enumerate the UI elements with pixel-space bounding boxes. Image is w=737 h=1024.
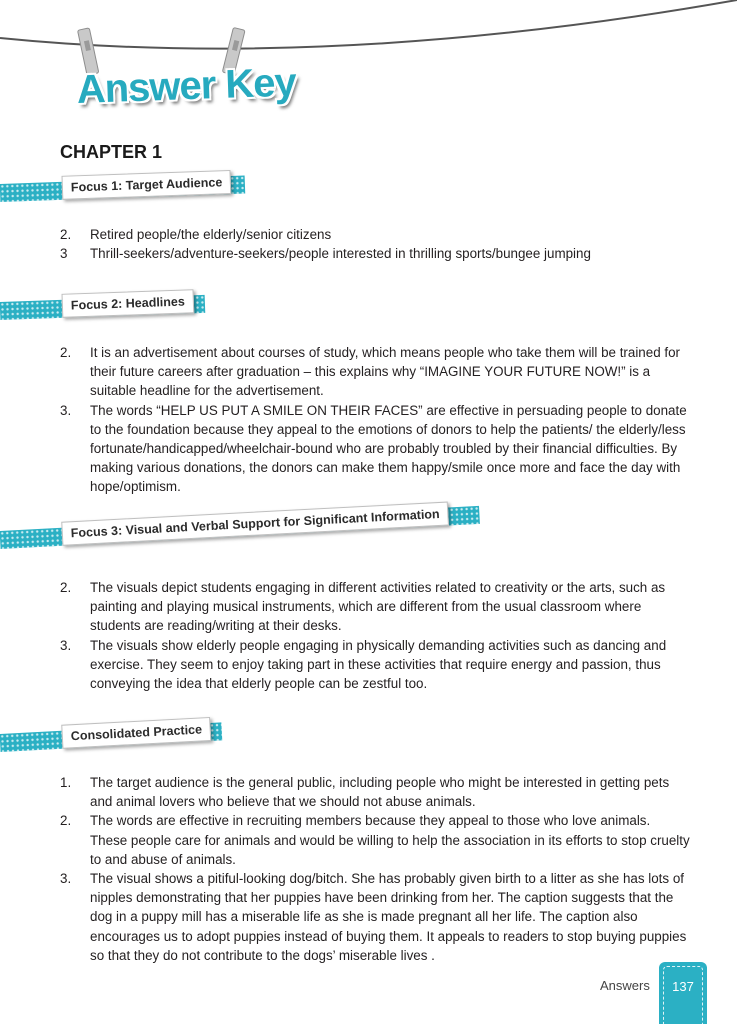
list-item: [60, 343, 690, 401]
item-number: 3.: [60, 402, 72, 418]
item-text: The visuals show elderly people engaging in physically demanding activities such as dancing and exercise. They seem to enjoy taking part in these activities that require energy and passion, thus conveying the idea that elderly people can be zestful too.: [90, 637, 667, 692]
clothesline-string: [0, 0, 737, 49]
section-heading: Consolidated Practice: [61, 717, 211, 749]
list-item: [60, 225, 690, 244]
section-banner-focus-3: [0, 500, 480, 551]
item-number: 1.: [60, 775, 72, 790]
item-text: The visuals depict students engaging in different activities related to creativity or the arts, such as painting and playing musical instruments, which are different from the usual classroom where students are reading/writing at their desks.: [90, 580, 666, 634]
item-number: 3: [60, 246, 68, 262]
list-item: [60, 869, 690, 965]
section-banner-focus-1: [0, 169, 245, 204]
list-item: [60, 811, 690, 869]
list-item: [60, 401, 690, 497]
section-banner-consolidated-practice: [0, 716, 222, 754]
list-item: [60, 578, 690, 636]
list-item: [60, 636, 690, 694]
item-number: 2.: [60, 345, 72, 360]
answer-list-focus-1: [60, 225, 690, 263]
item-text: The words are effective in recruiting members because they appeal to those who love animals. These people care for animals and would be willing to help the association in its efforts to stop cruelty to and abuse of animals.: [90, 813, 690, 867]
item-number: 3.: [60, 871, 72, 887]
list-item: [60, 244, 690, 263]
section-banner-focus-2: [0, 289, 205, 322]
item-text: The target audience is the general public, including people who might be interested in getting pets and animal lovers who believe that we should not abuse animals.: [90, 775, 670, 810]
page-title: Answer Key: [76, 60, 297, 112]
item-text: The visual shows a pitiful-looking dog/bitch. She has probably given birth to a litter as she has lots of nipples demonstrating that her puppies have been drinking from her. The caption suggests that the dog in a puppy mill has a miserable life as she is made pregnant all her life. The caption also encourages us to adopt puppies instead of buying them. It appeals to readers to stop buying puppies so that they do not contribute to the dogs’ miserable lives .: [90, 871, 687, 963]
item-text: It is an advertisement about courses of study, which means people who take them will be trained for their future careers after graduation – this explains why “IMAGINE YOUR FUTURE NOW!” is a suitable headline for the advertisement.: [90, 345, 680, 399]
answer-list-focus-2: [60, 343, 690, 497]
item-text: Retired people/the elderly/senior citizens: [90, 227, 332, 242]
answer-list-focus-3: [60, 578, 690, 693]
page-number: 137: [672, 979, 694, 994]
section-heading: Focus 1: Target Audience: [62, 170, 232, 200]
chapter-heading: CHAPTER 1: [60, 142, 163, 162]
item-number: 3.: [60, 637, 72, 653]
page-number-tab: [659, 962, 707, 1024]
page-tab-stitching: [663, 966, 703, 1024]
section-heading: Focus 3: Visual and Verbal Support for Significant Information: [61, 502, 449, 546]
section-heading: Focus 2: Headlines: [62, 289, 195, 318]
item-text: The words “HELP US PUT A SMILE ON THEIR FACES” are effective in persuading people to donate to the foundation because they appeal to the emotions of donors to help the patients/ the elderly/less fortunate/handicapped/wheelchair-bound who are probably troubled by their financial difficulties. By making various donations, the donors can make them happy/smile once more and face the day with hope/optimism.: [90, 402, 687, 495]
item-text: Thrill-seekers/adventure-seekers/people interested in thrilling sports/bungee jumping: [90, 246, 591, 262]
item-number: 2.: [60, 580, 72, 595]
list-item: [60, 773, 690, 811]
item-number: 2.: [60, 813, 72, 829]
item-number: 2.: [60, 227, 72, 242]
answer-list-consolidated-practice: [60, 773, 690, 965]
footer-section-label: Answers: [600, 978, 650, 993]
